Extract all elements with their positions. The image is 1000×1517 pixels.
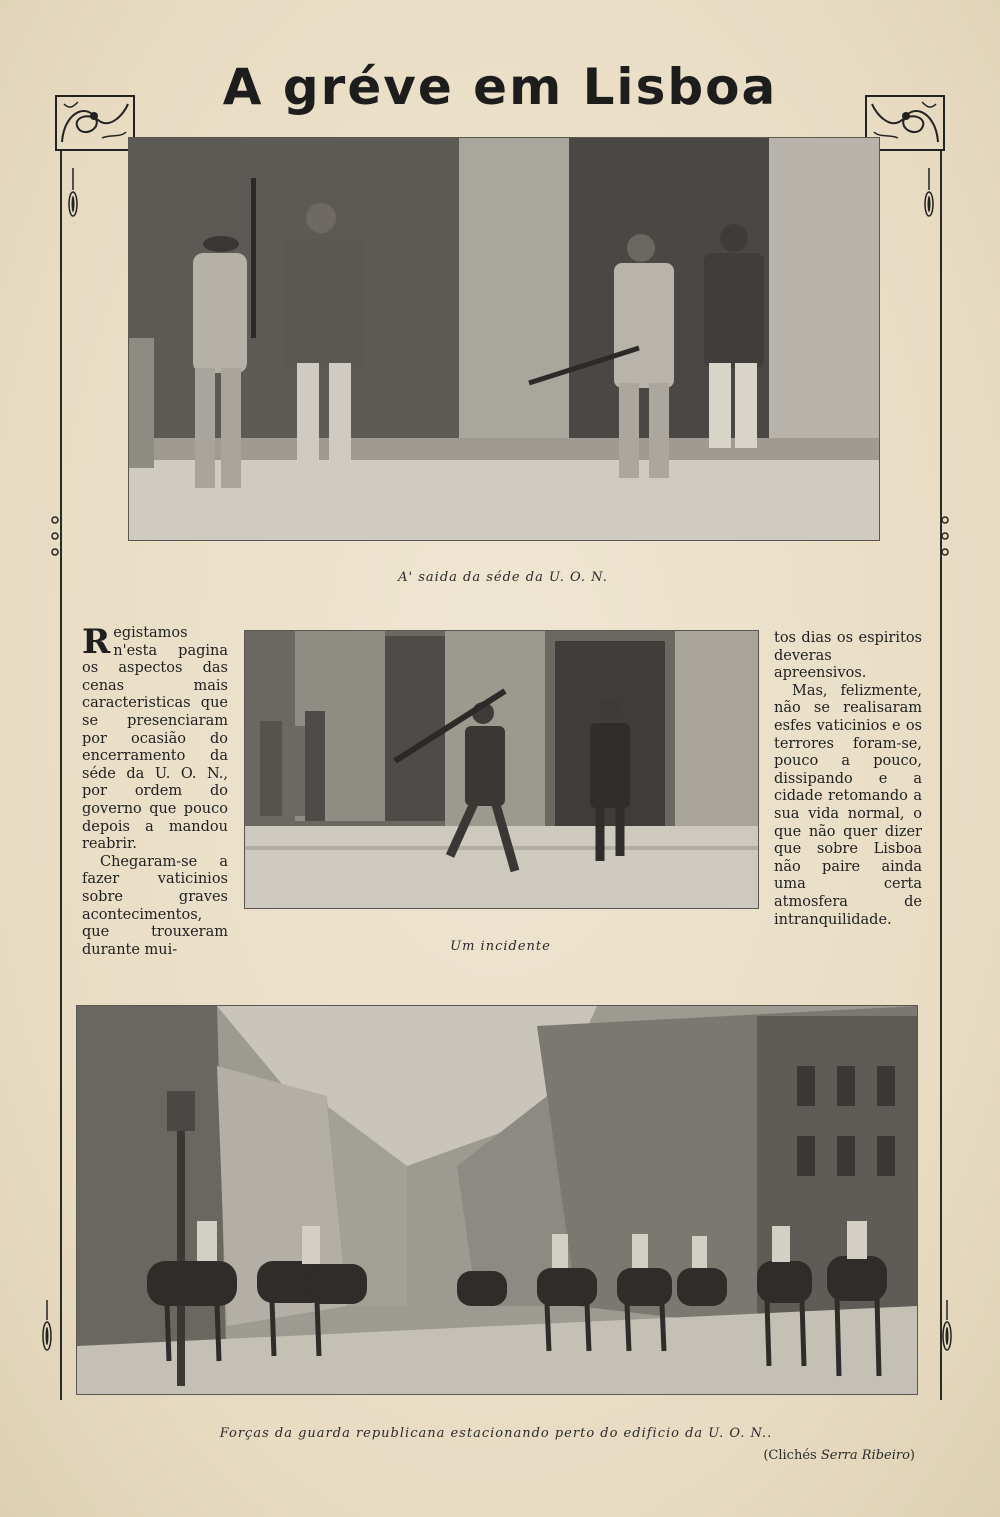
photo-middle-caption: Um incidente [450, 939, 551, 954]
dropcap: R [82, 622, 111, 662]
photo-credit-suffix: ) [909, 1448, 915, 1463]
drop-ornament-left-mid-icon [48, 510, 62, 570]
photo-top-image [129, 138, 879, 540]
frame-right-line [940, 150, 942, 1400]
article-left-paragraph-1-text: egistamos n'esta pagina os aspectos das cenas mais caracteristicas que se presenciaram por ocasião do encerramento da séde da U. O. N., por ordem do governo que pouco depois a mandou reabrir. [82, 625, 228, 853]
photo-credit-name: Serra Ribeiro [820, 1448, 910, 1463]
ornament-top-left-icon [54, 94, 136, 152]
photo-bottom [76, 1005, 918, 1395]
drop-ornament-right-mid-icon [938, 510, 952, 570]
article-right-paragraph-2: Mas, felizmente, não se realisaram esfes vaticinios e os terrores foram-se, pouco a pouco, dissipando e a cidade retomando a sua vida normal, o que não quer dizer que sobre Lisboa não paire ainda uma certa atmosfera de intranquilidade. [774, 682, 922, 928]
page-title: A gréve em Lisboa [222, 58, 778, 116]
photo-bottom-image [77, 1006, 917, 1394]
photo-middle [244, 630, 759, 909]
photo-top [128, 137, 880, 541]
frame-left-line [60, 150, 62, 1400]
article-left-column [82, 622, 228, 959]
drop-ornament-right-top-icon [922, 168, 936, 228]
photo-top-caption: A' saida da séde da U. O. N. [398, 570, 608, 585]
article-right-column [774, 630, 922, 929]
photo-credit-prefix: (Clichés [763, 1448, 817, 1463]
drop-ornament-left-top-icon [66, 168, 80, 228]
article-right-paragraph-1: tos dias os espiritos deveras apreensivos. [774, 630, 922, 682]
photo-credit [700, 1448, 915, 1463]
photo-bottom-caption: Forças da guarda republicana estacionando perto do edificio da U. O. N.. [219, 1426, 773, 1441]
article-left-paragraph-2: Chegaram-se a fazer vaticinios sobre graves acontecimentos, que trouxeram durante mui- [82, 853, 228, 958]
drop-ornament-right-bottom-icon [940, 1300, 954, 1360]
article-left-paragraph-1 [82, 622, 228, 854]
photo-middle-image [245, 631, 758, 908]
drop-ornament-left-bottom-icon [40, 1300, 54, 1360]
